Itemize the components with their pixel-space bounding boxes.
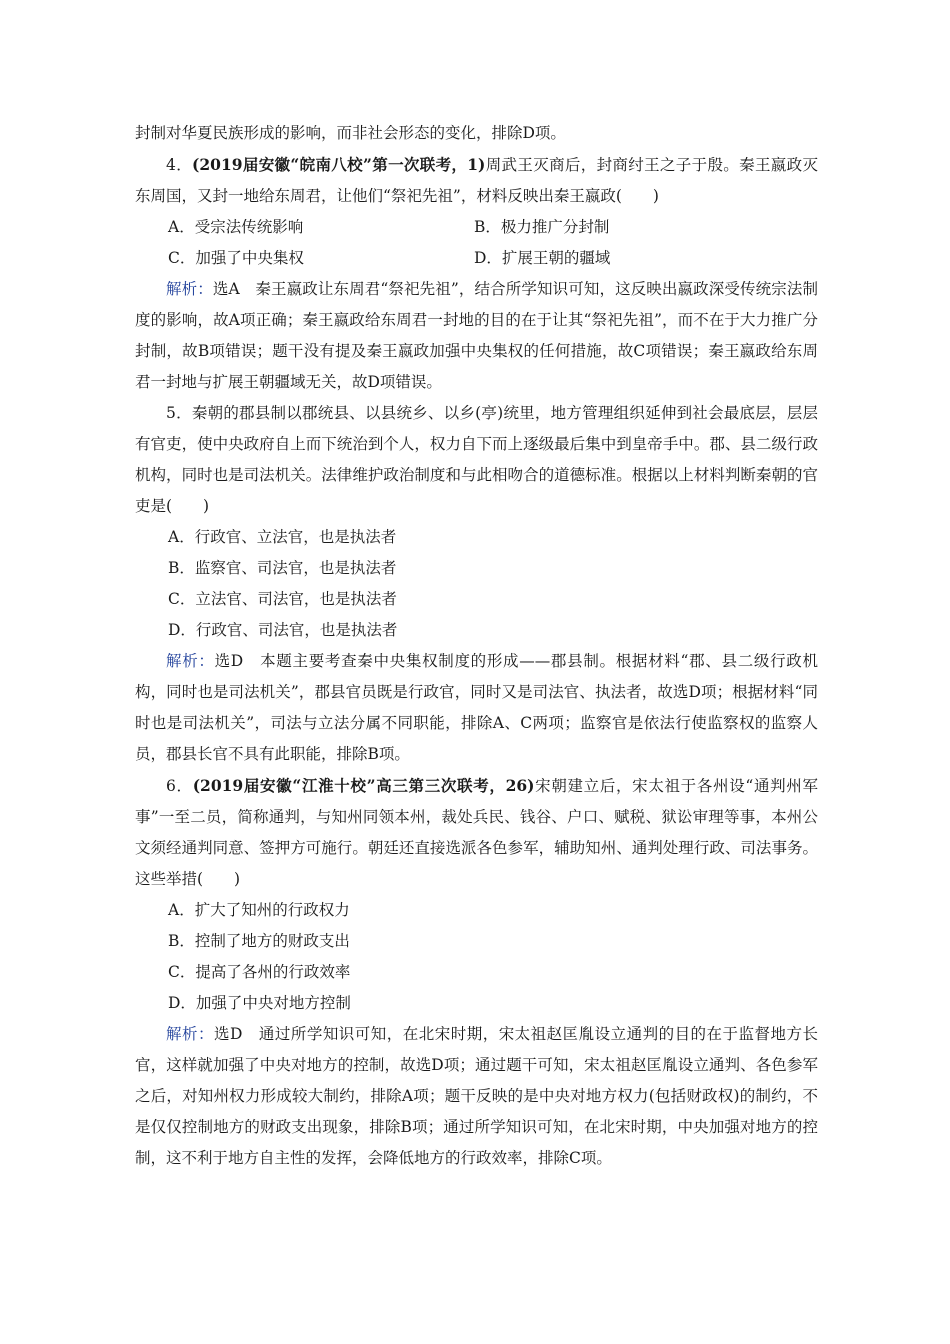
question-6-number: 6． xyxy=(166,777,193,795)
question-4-analysis xyxy=(135,274,818,398)
analysis-label: 解析： xyxy=(166,1025,214,1043)
question-5-analysis-text: 选D 本题主要考查秦中央集权制度的形成——郡县制。根据材料“郡、县二级行政机构，同时也是司法机关”，郡县官员既是行政官，同时又是司法官、执法者，故选D项；根据材料“同时也是司法机关”，司法与立法分属不同职能，排除A、C两项；监察官是依法行使监察权的监察人员，郡县长官不具有此职能，排除B项。 xyxy=(135,652,818,763)
question-4-stem xyxy=(135,149,818,212)
analysis-label: 解析： xyxy=(166,280,213,298)
q3-analysis-tail: 封制对华夏民族形成的影响，而非社会形态的变化，排除D项。 xyxy=(135,124,566,142)
question-6-option-c: C．提高了各州的行政效率 xyxy=(168,963,351,981)
question-5-option-d: D．行政官、司法官，也是执法者 xyxy=(168,621,398,639)
question-5-analysis xyxy=(135,646,818,770)
question-6-analysis-text: 选D 通过所学知识可知，在北宋时期，宋太祖赵匡胤设立通判的目的在于监督地方长官，这样就加强了中央对地方的控制，故选D项；通过题干可知，宋太祖赵匡胤设立通判、各色参军之后，对知州权力形成较大制约，排除A项；题干反映的是中央对地方权力(包括财政权)的制约，不是仅仅控制地方的财政支出现象，排除B项；通过所学知识可知，在北宋时期，中央加强对地方的控制，这不利于地方自主性的发挥，会降低地方的行政效率，排除C项。 xyxy=(135,1025,818,1167)
document-body xyxy=(135,118,818,1174)
question-6-stem xyxy=(135,770,818,895)
question-6-option-a: A．扩大了知州的行政权力 xyxy=(168,901,350,919)
question-5-text: 秦朝的郡县制以郡统县、以县统乡、以乡(亭)统里，地方管理组织延伸到社会最底层，层层有官吏，使中央政府自上而下统治到个人，权力自下而上逐级最后集中到皇帝手中。郡、县二级行政机构，同时也是司法机关。法律维护政治制度和与此相吻合的道德标准。根据以上材料判断秦朝的官吏是( ) xyxy=(135,404,818,515)
question-4-text: 周武王灭商后，封商纣王之子于殷。秦王嬴政灭东周国，又封一地给东周君，让他们“祭祀先祖”，材料反映出秦王嬴政( ) xyxy=(135,156,818,205)
question-6-analysis xyxy=(135,1019,818,1174)
question-5-number: 5． xyxy=(166,404,192,422)
question-4-options-row-2 xyxy=(135,243,818,274)
question-6-option-b: B．控制了地方的财政支出 xyxy=(168,932,350,950)
question-4-option-a: A．受宗法传统影响 xyxy=(168,218,304,236)
question-6-text: 宋朝建立后，宋太祖于各州设“通判州军事”一至二员，简称通判，与知州同领本州，裁处兵民、钱谷、户口、赋税、狱讼审理等事，本州公文须经通判同意、签押方可施行。朝廷还直接选派各色参军，辅助知州、通判处理行政、司法事务。这些举措( ) xyxy=(135,777,818,888)
question-4-number: 4． xyxy=(166,156,193,174)
question-5-option-a: A．行政官、立法官，也是执法者 xyxy=(168,528,397,546)
question-4-source: (2019届安徽“皖南八校”第一次联考，1) xyxy=(192,155,486,174)
question-4-option-b: B．极力推广分封制 xyxy=(474,218,610,236)
question-6-source: (2019届安徽“江淮十校”高三第三次联考，26) xyxy=(192,776,535,795)
question-4-option-c: C．加强了中央集权 xyxy=(168,249,304,267)
question-5-option-b: B．监察官、司法官，也是执法者 xyxy=(168,559,397,577)
question-5-stem xyxy=(135,398,818,522)
question-5-option-c: C．立法官、司法官，也是执法者 xyxy=(168,590,397,608)
question-4-option-d: D．扩展王朝的疆域 xyxy=(474,249,611,267)
question-6-option-d: D．加强了中央对地方控制 xyxy=(168,994,351,1012)
analysis-label: 解析： xyxy=(166,652,215,670)
question-4-analysis-text: 选A 秦王嬴政让东周君“祭祀先祖”，结合所学知识可知，这反映出嬴政深受传统宗法制度的影响，故A项正确；秦王嬴政给东周君一封地的目的在于让其“祭祀先祖”，而不在于大力推广分封制，故B项错误；题干没有提及秦王嬴政加强中央集权的任何措施，故C项错误；秦王嬴政给东周君一封地与扩展王朝疆域无关，故D项错误。 xyxy=(135,280,818,391)
question-4-options-row-1 xyxy=(135,212,818,243)
